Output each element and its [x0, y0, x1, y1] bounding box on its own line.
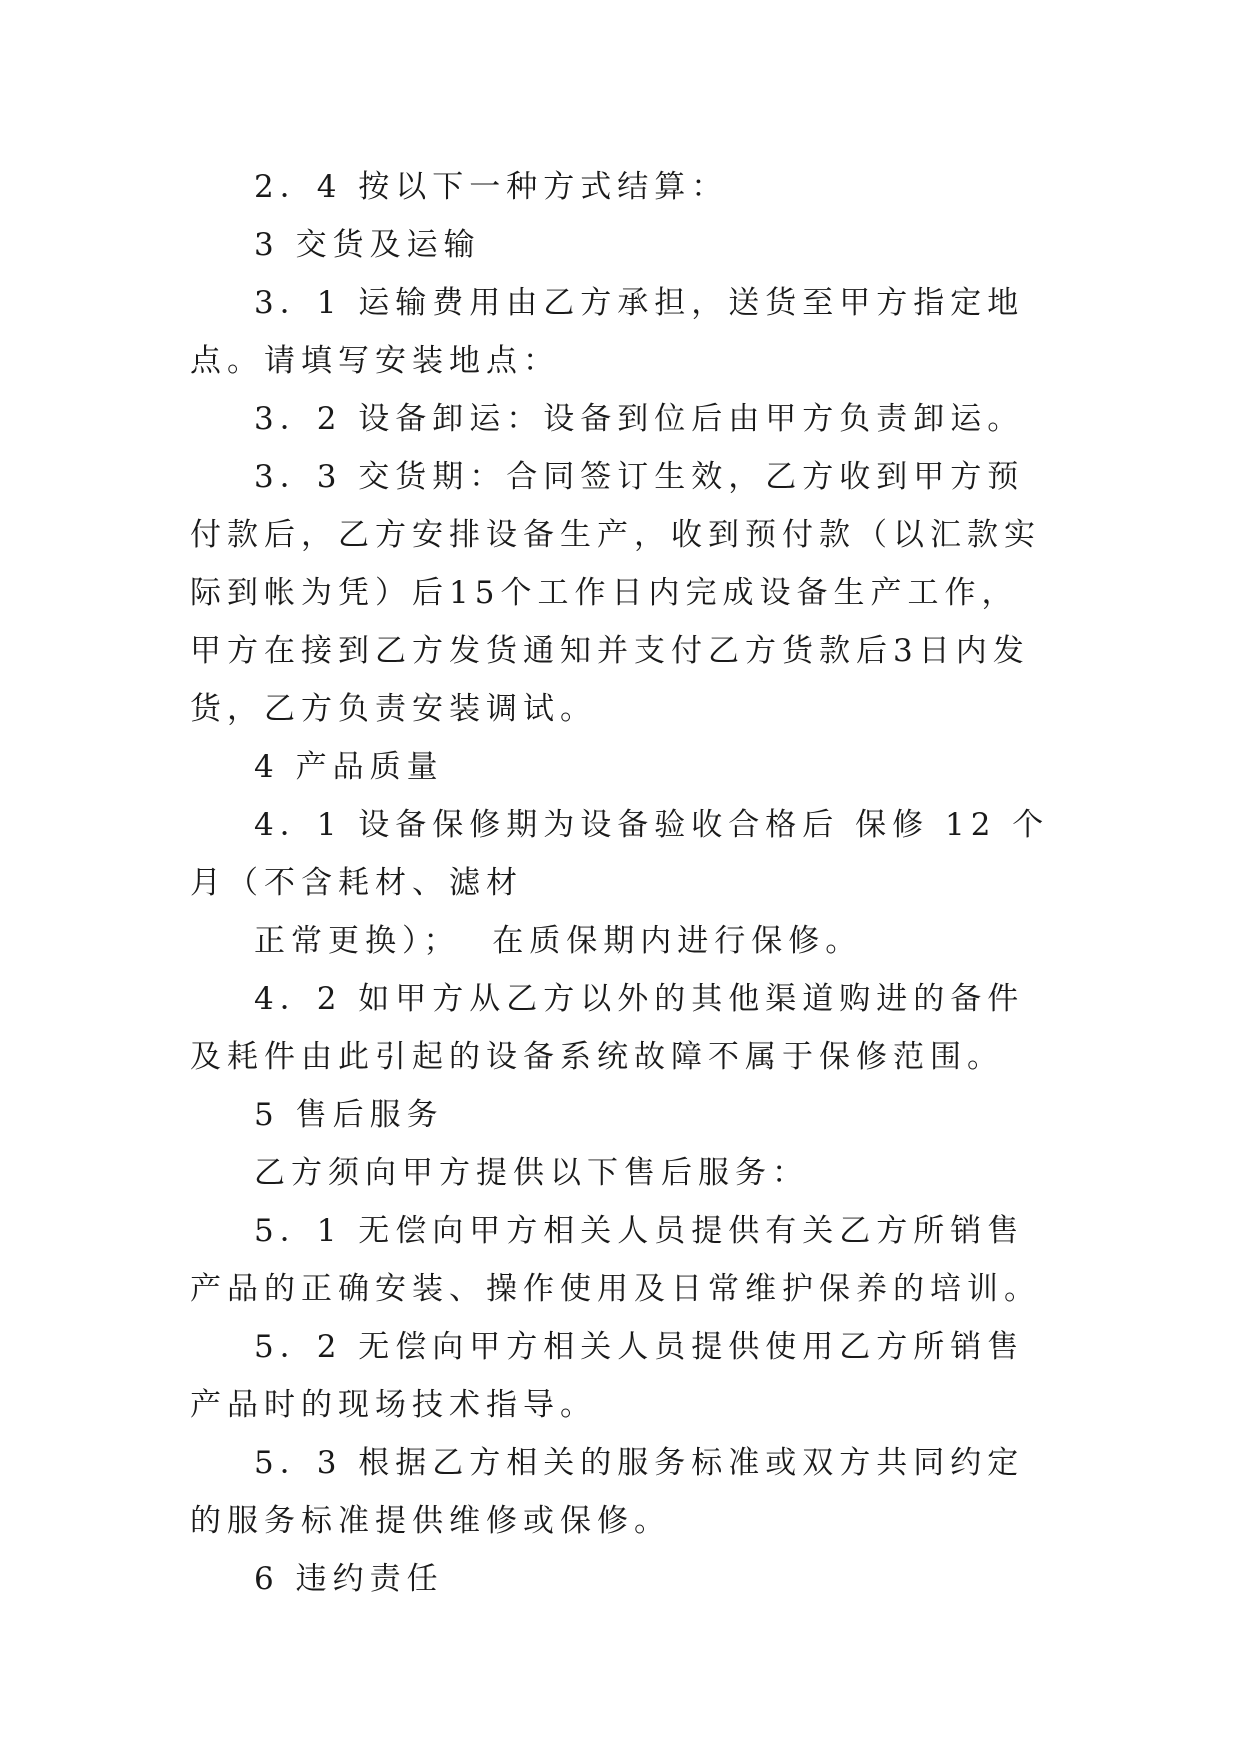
paragraph-service-standard: 5．3 根据乙方相关的服务标准或双方共同约定的服务标准提供维修或保修。	[190, 1445, 1025, 1539]
heading-product-quality: 4 产品质量	[254, 749, 444, 785]
paragraph-warranty-exclusion: 4．2 如甲方从乙方以外的其他渠道购进的备件及耗件由此引起的设备系统故障不属于保修范围。	[190, 981, 1025, 1075]
paragraph-after-sales-intro: 乙方须向甲方提供以下售后服务：	[254, 1155, 809, 1191]
paragraph-delivery-period: 3．3 交货期：合同签订生效，乙方收到甲方预付款后，乙方安排设备生产，收到预付款（以汇款实际到帐为凭）后15个工作日内完成设备生产工作，甲方在接到乙方发货通知并支付乙方货款后3日内发货，乙方负责安装调试。	[190, 459, 1041, 727]
paragraph-warranty-period: 4．1 设备保修期为设备验收合格后 保修 12 个月（不含耗材、滤材	[190, 807, 1050, 901]
paragraph-settlement-method: 2．4 按以下一种方式结算：	[254, 169, 729, 205]
document-body	[190, 158, 1050, 1608]
paragraph-warranty-continuation: 正常更换）； 在质保期内进行保修。	[254, 923, 863, 959]
heading-breach-liability: 6 违约责任	[254, 1561, 444, 1597]
heading-delivery-transport: 3 交货及运输	[254, 227, 481, 263]
paragraph-unloading: 3．2 设备卸运：设备到位后由甲方负责卸运。	[254, 401, 1025, 437]
paragraph-free-training: 5．1 无偿向甲方相关人员提供有关乙方所销售产品的正确安装、操作使用及日常维护保养的培训。	[190, 1213, 1041, 1307]
paragraph-onsite-guidance: 5．2 无偿向甲方相关人员提供使用乙方所销售产品时的现场技术指导。	[190, 1329, 1025, 1423]
heading-after-sales: 5 售后服务	[254, 1097, 444, 1133]
paragraph-transport-cost: 3．1 运输费用由乙方承担，送货至甲方指定地点。请填写安装地点：	[190, 285, 1025, 379]
